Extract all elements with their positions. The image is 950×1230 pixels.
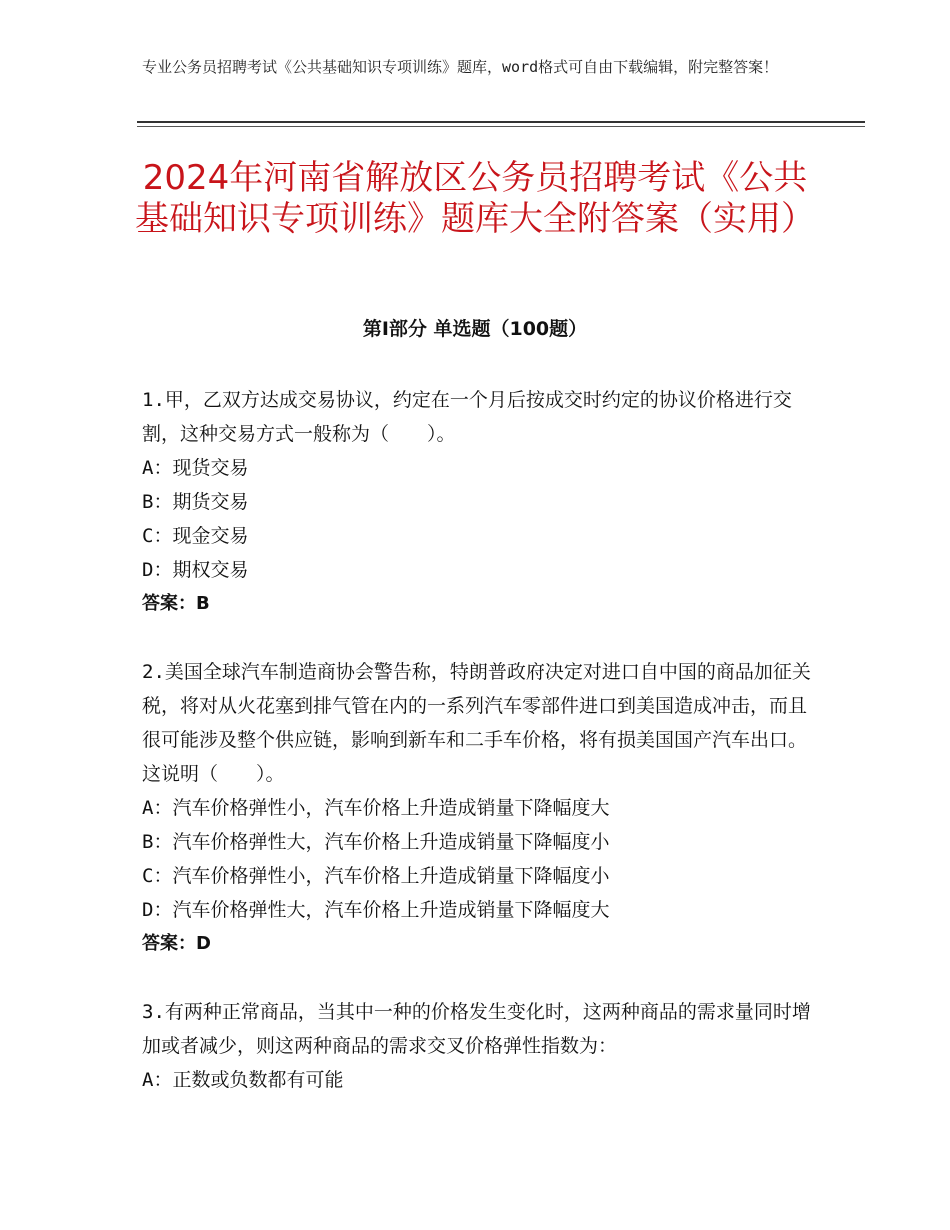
option-b: B：汽车价格弹性大，汽车价格上升造成销量下降幅度小 xyxy=(142,831,610,853)
header-rule-thin xyxy=(137,126,865,127)
header-rule-thick xyxy=(137,121,865,123)
answer-line: 答案：D xyxy=(142,933,211,954)
document-title: 2024年河南省解放区公务员招聘考试《公共基础知识专项训练》题库大全附答案（实用） xyxy=(135,158,815,239)
question-text: 3.有两种正常商品，当其中一种的价格发生变化时，这两种商品的需求量同时增加或者减少，则这两种商品的需求交叉价格弹性指数为： xyxy=(142,1001,811,1057)
option-a: A：正数或负数都有可能 xyxy=(142,1069,344,1091)
option-b: B：期货交易 xyxy=(142,491,249,513)
section-title: 第Ⅰ部分 单选题（100题） xyxy=(362,318,588,340)
question-item xyxy=(142,383,812,621)
question-item xyxy=(142,995,812,1097)
question-text: 1.甲，乙双方达成交易协议，约定在一个月后按成交时约定的协议价格进行交割，这种交易方式一般称为（ ）。 xyxy=(142,389,792,445)
question-list xyxy=(142,383,812,1131)
option-a: A：汽车价格弹性小，汽车价格上升造成销量下降幅度大 xyxy=(142,797,610,819)
option-c: C：现金交易 xyxy=(142,525,249,547)
option-a: A：现货交易 xyxy=(142,457,249,479)
option-c: C：汽车价格弹性小，汽车价格上升造成销量下降幅度小 xyxy=(142,865,610,887)
header-note: 专业公务员招聘考试《公共基础知识专项训练》题库，word格式可自由下载编辑，附完整答案！ xyxy=(142,58,779,76)
question-item xyxy=(142,655,812,961)
option-d: D：汽车价格弹性大，汽车价格上升造成销量下降幅度大 xyxy=(142,899,610,921)
answer-line: 答案：B xyxy=(142,593,210,614)
option-d: D：期权交易 xyxy=(142,559,249,581)
question-text: 2.美国全球汽车制造商协会警告称，特朗普政府决定对进口自中国的商品加征关税，将对从火花塞到排气管在内的一系列汽车零部件进口到美国造成冲击，而且很可能涉及整个供应链，影响到新车和二手车价格，将有损美国国产汽车出口。这说明（ ）。 xyxy=(142,661,811,785)
